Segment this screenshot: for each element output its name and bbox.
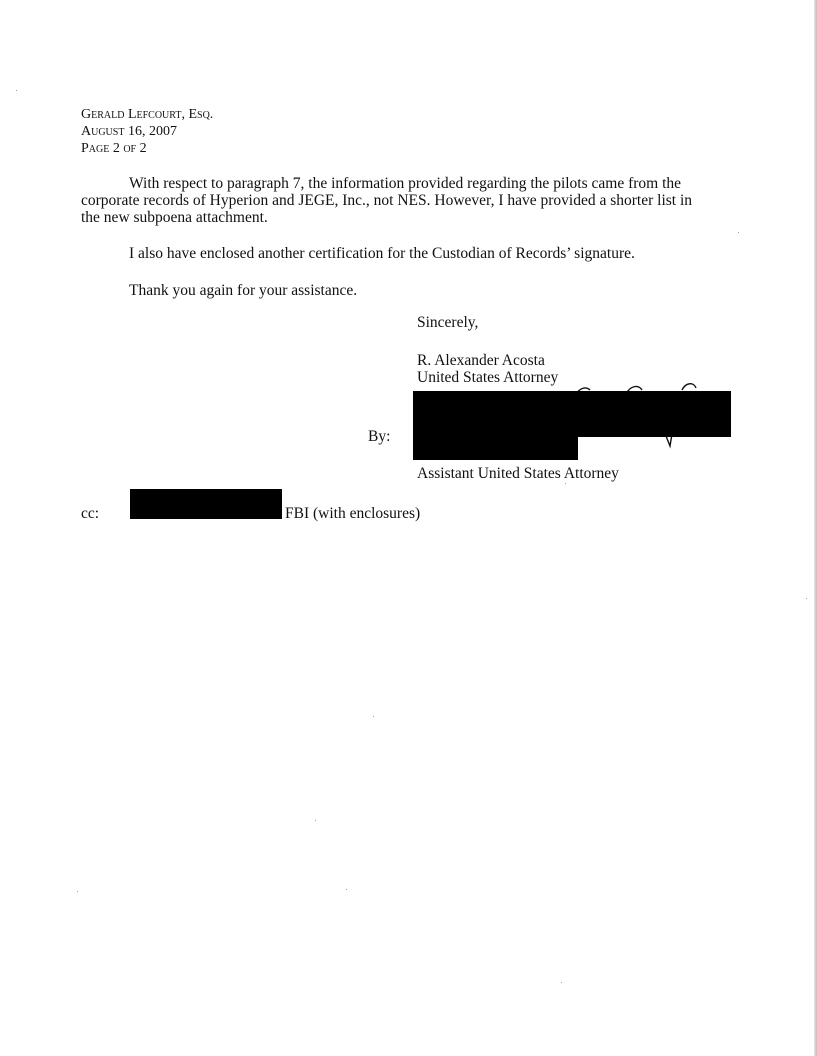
paragraph-certification: I also have enclosed another certification for the Custodian of Records’ signature. — [129, 245, 635, 262]
scan-speck — [806, 598, 807, 599]
scan-speck — [565, 483, 566, 484]
signer-name: R. Alexander Acosta — [417, 352, 545, 369]
paragraph-line: the new subpoena attachment. — [81, 209, 268, 226]
scan-speck — [373, 716, 374, 717]
redaction-block — [413, 436, 578, 460]
paragraph-thanks: Thank you again for your assistance. — [129, 282, 358, 299]
signer-office: United States Attorney — [417, 369, 559, 386]
letter-header — [81, 106, 381, 157]
scan-speck — [738, 232, 739, 233]
scan-speck — [561, 982, 562, 983]
redaction-block — [130, 489, 282, 519]
signer-title: Assistant United States Attorney — [417, 465, 619, 482]
scan-speck — [77, 891, 78, 892]
scan-speck — [16, 90, 17, 91]
recipient-line: Gerald Lefcourt, Esq. — [81, 107, 214, 122]
paragraph-line: With respect to paragraph 7, the information provided regarding the pilots came from the — [129, 175, 682, 192]
scan-speck — [346, 889, 347, 890]
page-number-line: Page 2 of 2 — [81, 141, 147, 156]
redaction-block — [413, 391, 731, 437]
scan-speck — [315, 820, 316, 821]
by-label: By: — [368, 428, 391, 445]
cc-recipient: FBI (with enclosures) — [285, 505, 421, 522]
cc-label: cc: — [81, 505, 100, 522]
closing-text: Sincerely, — [417, 314, 479, 331]
date-line: August 16, 2007 — [81, 124, 177, 139]
paragraph-line: corporate records of Hyperion and JEGE, Inc., not NES. However, I have provided a shorter list in — [81, 192, 693, 209]
paragraph-pilots — [81, 175, 731, 226]
